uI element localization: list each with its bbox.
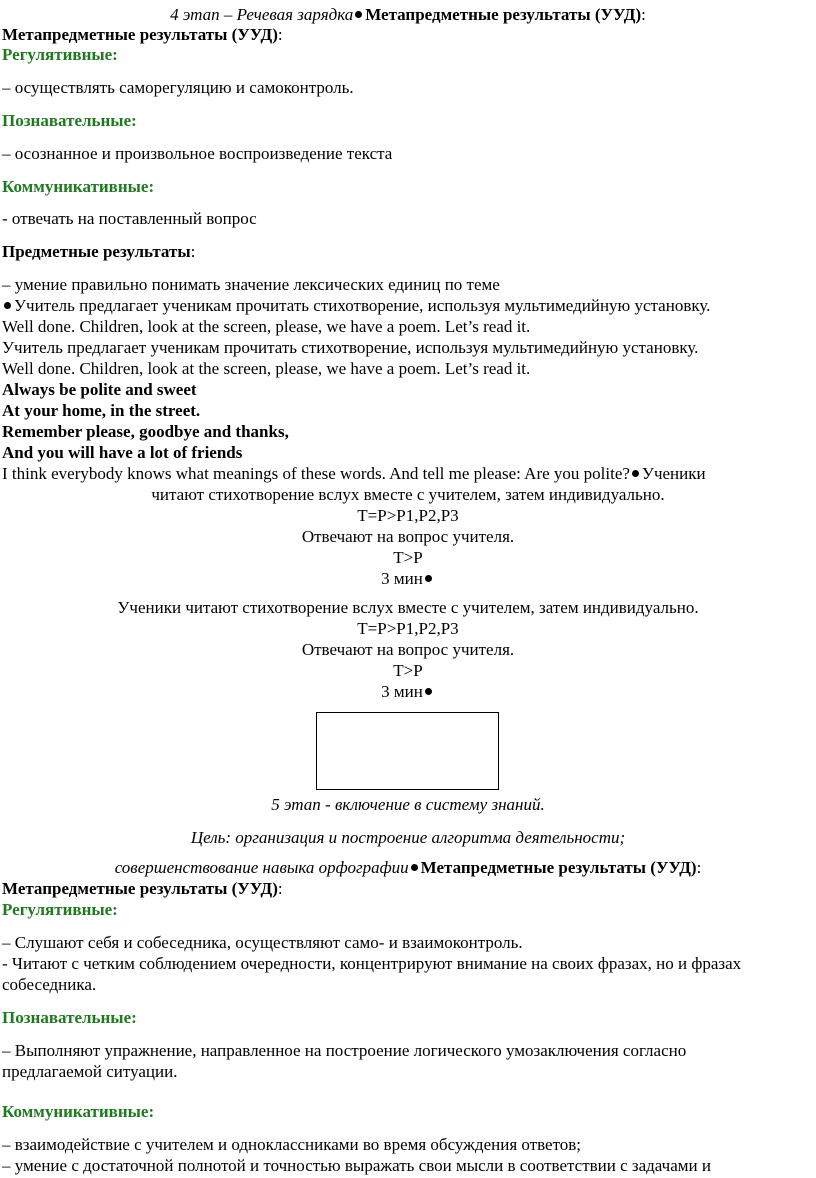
stage4-mode-4: T>P [393,661,423,680]
goal-text-cont: построение алгоритма деятельности; [337,828,626,847]
bullet-icon [632,470,639,477]
stage5-cognitive-text-2: предлагаемой ситуации. [2,1062,178,1081]
stage4-teacher-line-2: Well done. Children, look at the screen, please, we have a poem. Let’s read it. [2,317,531,336]
students-label: Ученики [641,464,706,483]
stage5-communicative-text-2: – умение с достаточной полнотой и точностью выражать свои мысли в соответствии с задачами и [2,1156,711,1175]
stage4-question-line [0,463,816,484]
time-label: 3 мин [381,682,423,701]
bullet-icon [411,864,418,871]
stage4-regulative-text: – осуществлять саморегуляцию и самоконтроль. [2,78,354,97]
colon: : [190,242,196,261]
poem-line: Remember please, goodbye and thanks, [2,422,289,441]
poem-line: And you will have a lot of friends [2,443,243,462]
bullet-icon [425,688,432,695]
stage4-regulative-label: Регулятивные: [2,45,118,64]
goal-text-2: совершенствование навыка орфографии [114,858,409,877]
stage4-mode-2: T>P [393,548,423,567]
stage4-meta-label: Метапредметные результаты (УУД) [2,25,278,44]
time-label: 3 мин [381,569,423,588]
stage4-students-full: Ученики читают стихотворение вслух вместе с учителем, затем индивидуально. [117,598,699,617]
stage4-mode-1: T=P>P1,P2,P3 [357,506,459,525]
stage4-time-2-line [0,681,816,702]
empty-frame [316,712,499,790]
stage5-goal-line [0,827,816,848]
stage4-communicative-label: Коммуникативные: [2,177,155,196]
stage5-goal-line-2 [0,857,816,878]
stage4-time-1-line [0,568,816,589]
stage5-meta-line [0,878,816,899]
stage5-regulative-text-3: собеседника. [2,975,97,994]
stage4-title: 4 этап – Речевая зарядка [170,5,354,24]
stage5-regulative-text-1: – Слушают себя и собеседника, осуществляют само- и взаимоконтроль. [2,933,523,952]
stage4-cognitive-text: – осознанное и произвольное воспроизведение текста [2,144,393,163]
stage5-meta-label: Метапредметные результаты (УУД) [2,879,278,898]
colon: : [277,25,283,44]
colon: : [641,5,646,24]
stage5-regulative-text-2: - Читают с четким соблюдением очередности, концентрируют внимание на своих фразах, но и фразах [2,954,742,973]
poem-line: At your home, in the street. [2,401,201,420]
stage4-answer-1: Отвечают на вопрос учителя. [301,527,515,546]
stage5-cognitive-label: Познавательные: [2,1008,137,1027]
teacher-instruction: Учитель предлагает ученикам прочитать стихотворение, используя мультимедийную установку. [14,296,711,315]
poem-line: Always be polite and sweet [2,380,197,399]
stage4-cognitive-label: Познавательные: [2,111,137,130]
stage5-cognitive-text-1: – Выполняют упражнение, направленное на построение логического умозаключения согласно [2,1041,687,1060]
stage4-answer-2: Отвечают на вопрос учителя. [301,640,515,659]
stage4-meta-heading: Метапредметные результаты (УУД) [365,5,642,24]
colon: : [696,858,702,877]
stage5-meta-heading: Метапредметные результаты (УУД) [420,858,697,877]
stage5-communicative-label: Коммуникативные: [2,1102,155,1121]
goal-text: Цель: организация и [190,828,338,847]
stage5-communicative-text-1: – взаимодействие с учителем и одноклассниками во время обсуждения ответов; [2,1135,582,1154]
stage4-meta-line [0,24,816,45]
stage4-subject-label: Предметные результаты [2,242,191,261]
bullet-icon [355,11,362,18]
stage4-teacher-line-1 [0,295,816,316]
stage5-regulative-label: Регулятивные: [2,900,118,919]
stage4-subject-line [0,241,816,262]
stage4-mode-3: T=P>P1,P2,P3 [357,619,459,638]
stage4-teacher-line-3: Учитель предлагает ученикам прочитать стихотворение, используя мультимедийную установку. [2,338,699,357]
bullet-icon [425,575,432,582]
question-text: I think everybody knows what meanings of these words. And tell me please: Are you polite? [2,464,630,483]
stage4-title-line [0,4,816,25]
bullet-icon [4,302,11,309]
stage4-subject-text: – умение правильно понимать значение лексических единиц по теме [2,275,500,294]
stage4-communicative-text: - отвечать на поставленный вопрос [2,209,257,228]
stage5-title: 5 этап - включение в систему знаний. [271,795,545,814]
colon: : [277,879,283,898]
stage4-teacher-line-4: Well done. Children, look at the screen, please, we have a poem. Let’s read it. [2,359,531,378]
stage4-students-line: читают стихотворение вслух вместе с учителем, затем индивидуально. [151,485,665,504]
